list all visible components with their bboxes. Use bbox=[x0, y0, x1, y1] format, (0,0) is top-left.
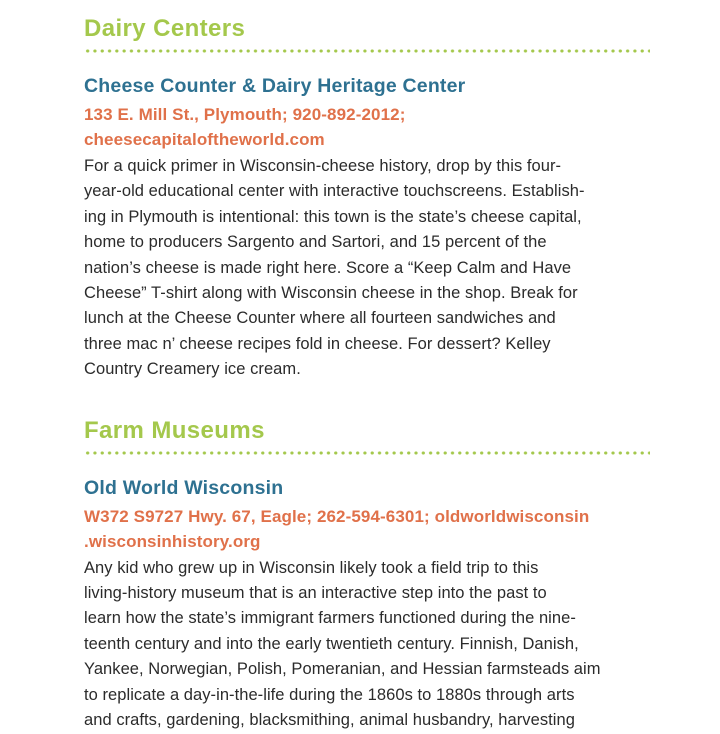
body-line: three mac n’ cheese recipes fold in cheese. For dessert? Kelley bbox=[84, 334, 551, 353]
entry-old-world-wisconsin bbox=[84, 476, 650, 734]
body-line: and crafts, gardening, blacksmithing, animal husbandry, harvesting bbox=[84, 711, 575, 730]
address-line: W372 S9727 Hwy. 67, Eagle; 262-594-6301; oldworldwisconsin bbox=[84, 506, 590, 526]
section-dairy-centers bbox=[84, 15, 650, 383]
body-line: Any kid who grew up in Wisconsin likely took a field trip to this bbox=[84, 558, 539, 577]
address-line: 133 E. Mill St., Plymouth; 920-892-2012; bbox=[84, 105, 406, 124]
body-line: Yankee, Norwegian, Polish, Pomeranian, and Hessian farmsteads aim bbox=[84, 660, 601, 679]
entry-title-cheese-counter: Cheese Counter & Dairy Heritage Center bbox=[84, 75, 466, 97]
body-line: Country Creamery ice cream. bbox=[84, 360, 301, 379]
dotted-rule bbox=[84, 451, 650, 455]
body-line: to replicate a day-in-the-life during the 1860s to 1880s through arts bbox=[84, 685, 575, 704]
body-line: ing in Plymouth is intentional: this town is the state’s cheese capital, bbox=[84, 207, 582, 226]
entry-body bbox=[84, 556, 650, 734]
entry-address bbox=[84, 102, 650, 152]
section-heading-dairy-centers: Dairy Centers bbox=[84, 15, 246, 42]
entry-title-old-world-wisconsin: Old World Wisconsin bbox=[84, 476, 284, 499]
body-line: nation’s cheese is made right here. Score a “Keep Calm and Have bbox=[84, 258, 572, 277]
body-line: learn how the state’s immigrant farmers functioned during the nine- bbox=[84, 609, 576, 628]
section-heading-farm-museums: Farm Museums bbox=[84, 416, 265, 444]
body-line: For a quick primer in Wisconsin-cheese history, drop by this four- bbox=[84, 157, 562, 175]
body-line: Cheese” T-shirt along with Wisconsin cheese in the shop. Break for bbox=[84, 284, 578, 303]
body-line: living-history museum that is an interactive step into the past to bbox=[84, 584, 547, 603]
entry-address bbox=[84, 504, 650, 554]
body-line: lunch at the Cheese Counter where all fourteen sandwiches and bbox=[84, 309, 556, 328]
entry-website: .wisconsinhistory.org bbox=[84, 531, 261, 551]
body-line: home to producers Sargento and Sartori, and 15 percent of the bbox=[84, 233, 547, 252]
dotted-rule bbox=[84, 49, 650, 53]
entry-website: cheesecapitaloftheworld.com bbox=[84, 130, 325, 149]
entry-body bbox=[84, 154, 650, 383]
entry-cheese-counter bbox=[84, 74, 650, 383]
section-farm-museums bbox=[84, 417, 650, 734]
body-line: teenth century and into the early twentieth century. Finnish, Danish, bbox=[84, 634, 579, 653]
body-line: year-old educational center with interactive touchscreens. Establish- bbox=[84, 182, 585, 201]
